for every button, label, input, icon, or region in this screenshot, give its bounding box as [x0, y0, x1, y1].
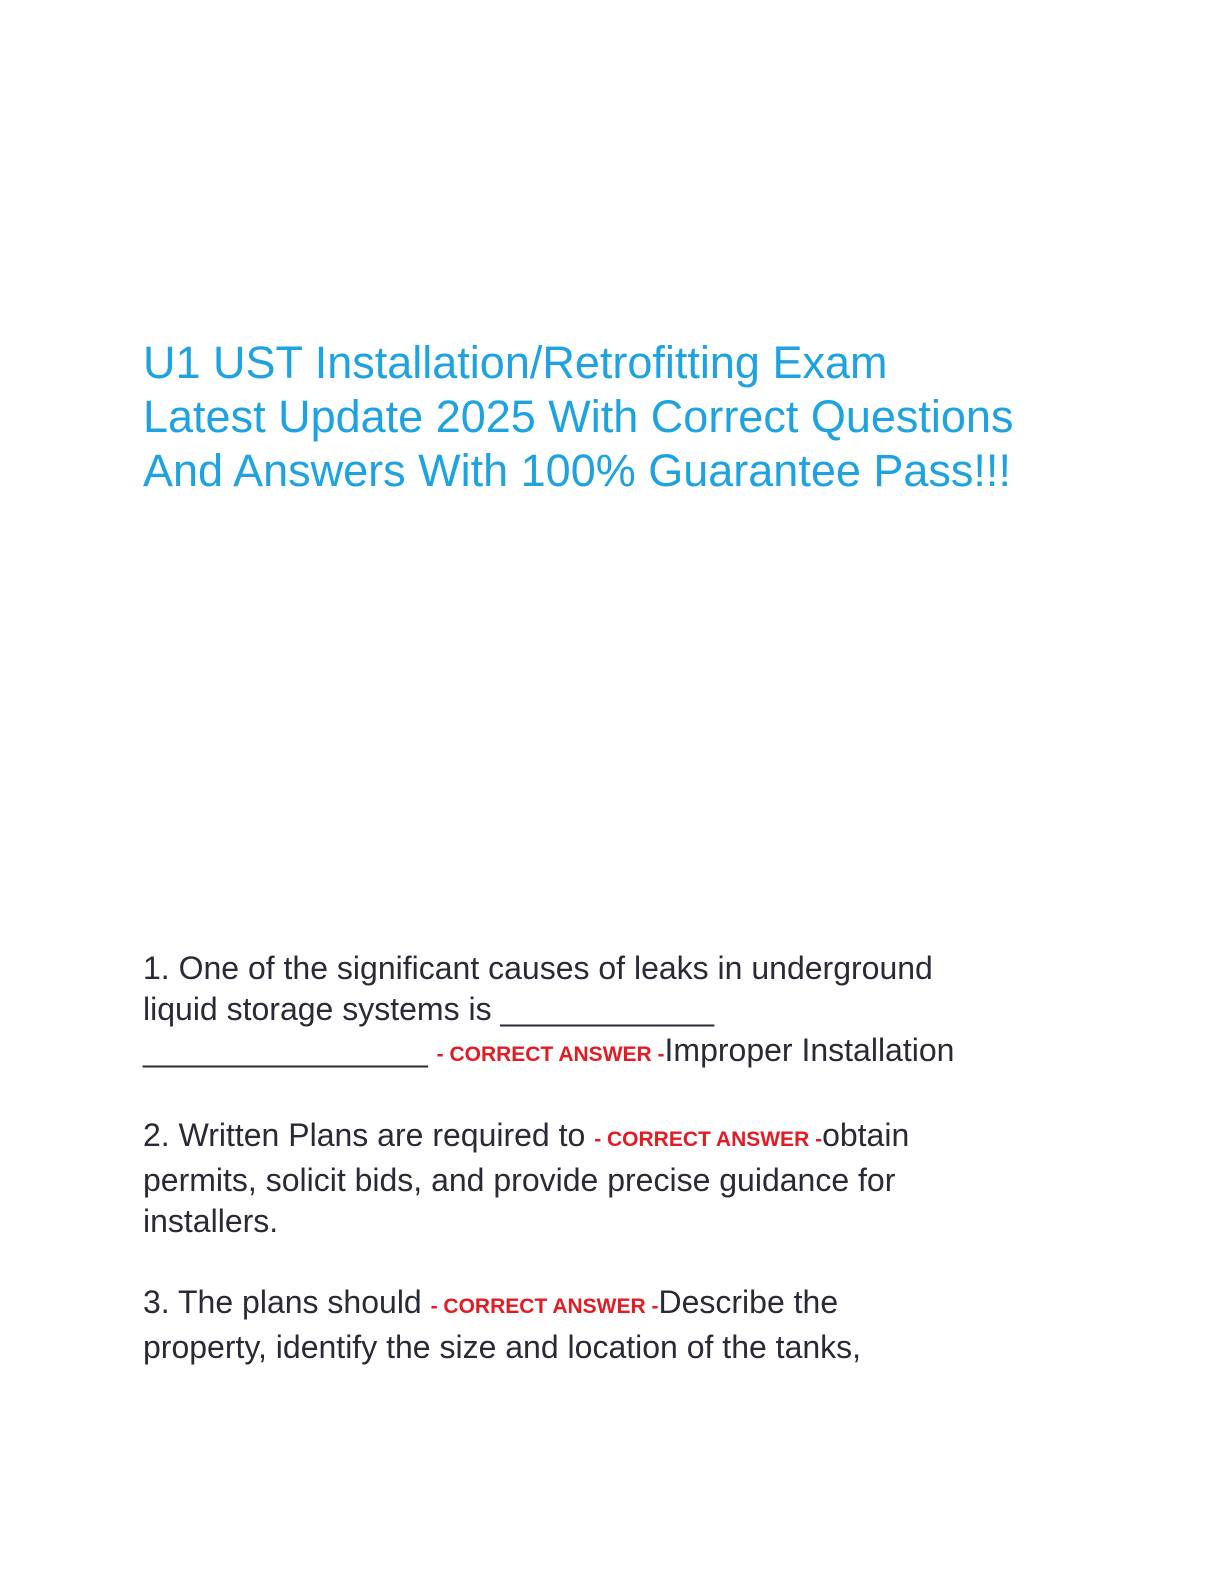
question-item-2 — [143, 1115, 1103, 1242]
title-line-2: Latest Update 2025 With Correct Questions — [143, 391, 1014, 442]
question-2-line-1 — [143, 1115, 1103, 1160]
correct-answer-marker: - CORRECT ANSWER - — [430, 1295, 659, 1318]
question-item-1 — [143, 948, 1103, 1075]
correct-answer-marker: - CORRECT ANSWER - — [594, 1128, 823, 1151]
document-title — [143, 336, 1143, 498]
title-line-1: U1 UST Installation/Retrofitting Exam — [143, 337, 888, 388]
question-2-answer-start: obtain — [822, 1117, 910, 1153]
title-line-3: And Answers With 100% Guarantee Pass!!! — [143, 445, 1011, 496]
question-2-line-3: installers. — [143, 1203, 279, 1239]
question-1-line-1: 1. One of the significant causes of leaks in underground — [143, 950, 933, 986]
question-3-answer-start: Describe the — [658, 1284, 839, 1320]
question-1-line-3 — [143, 1030, 1103, 1075]
question-1-answer: Improper Installation — [664, 1032, 955, 1068]
question-3-line-1 — [143, 1282, 1103, 1327]
question-3-line-2: property, identify the size and location of the tanks, — [143, 1329, 862, 1365]
question-2-line-2: permits, solicit bids, and provide precise guidance for — [143, 1162, 896, 1198]
correct-answer-marker: - CORRECT ANSWER - — [436, 1043, 665, 1066]
question-1-line-2: liquid storage systems is ____________ — [143, 991, 715, 1027]
question-list — [143, 948, 1103, 1408]
question-3-text: 3. The plans should — [143, 1284, 431, 1320]
question-2-text: 2. Written Plans are required to — [143, 1117, 595, 1153]
question-1-blank: ________________ — [143, 1032, 437, 1068]
question-item-3 — [143, 1282, 1103, 1368]
